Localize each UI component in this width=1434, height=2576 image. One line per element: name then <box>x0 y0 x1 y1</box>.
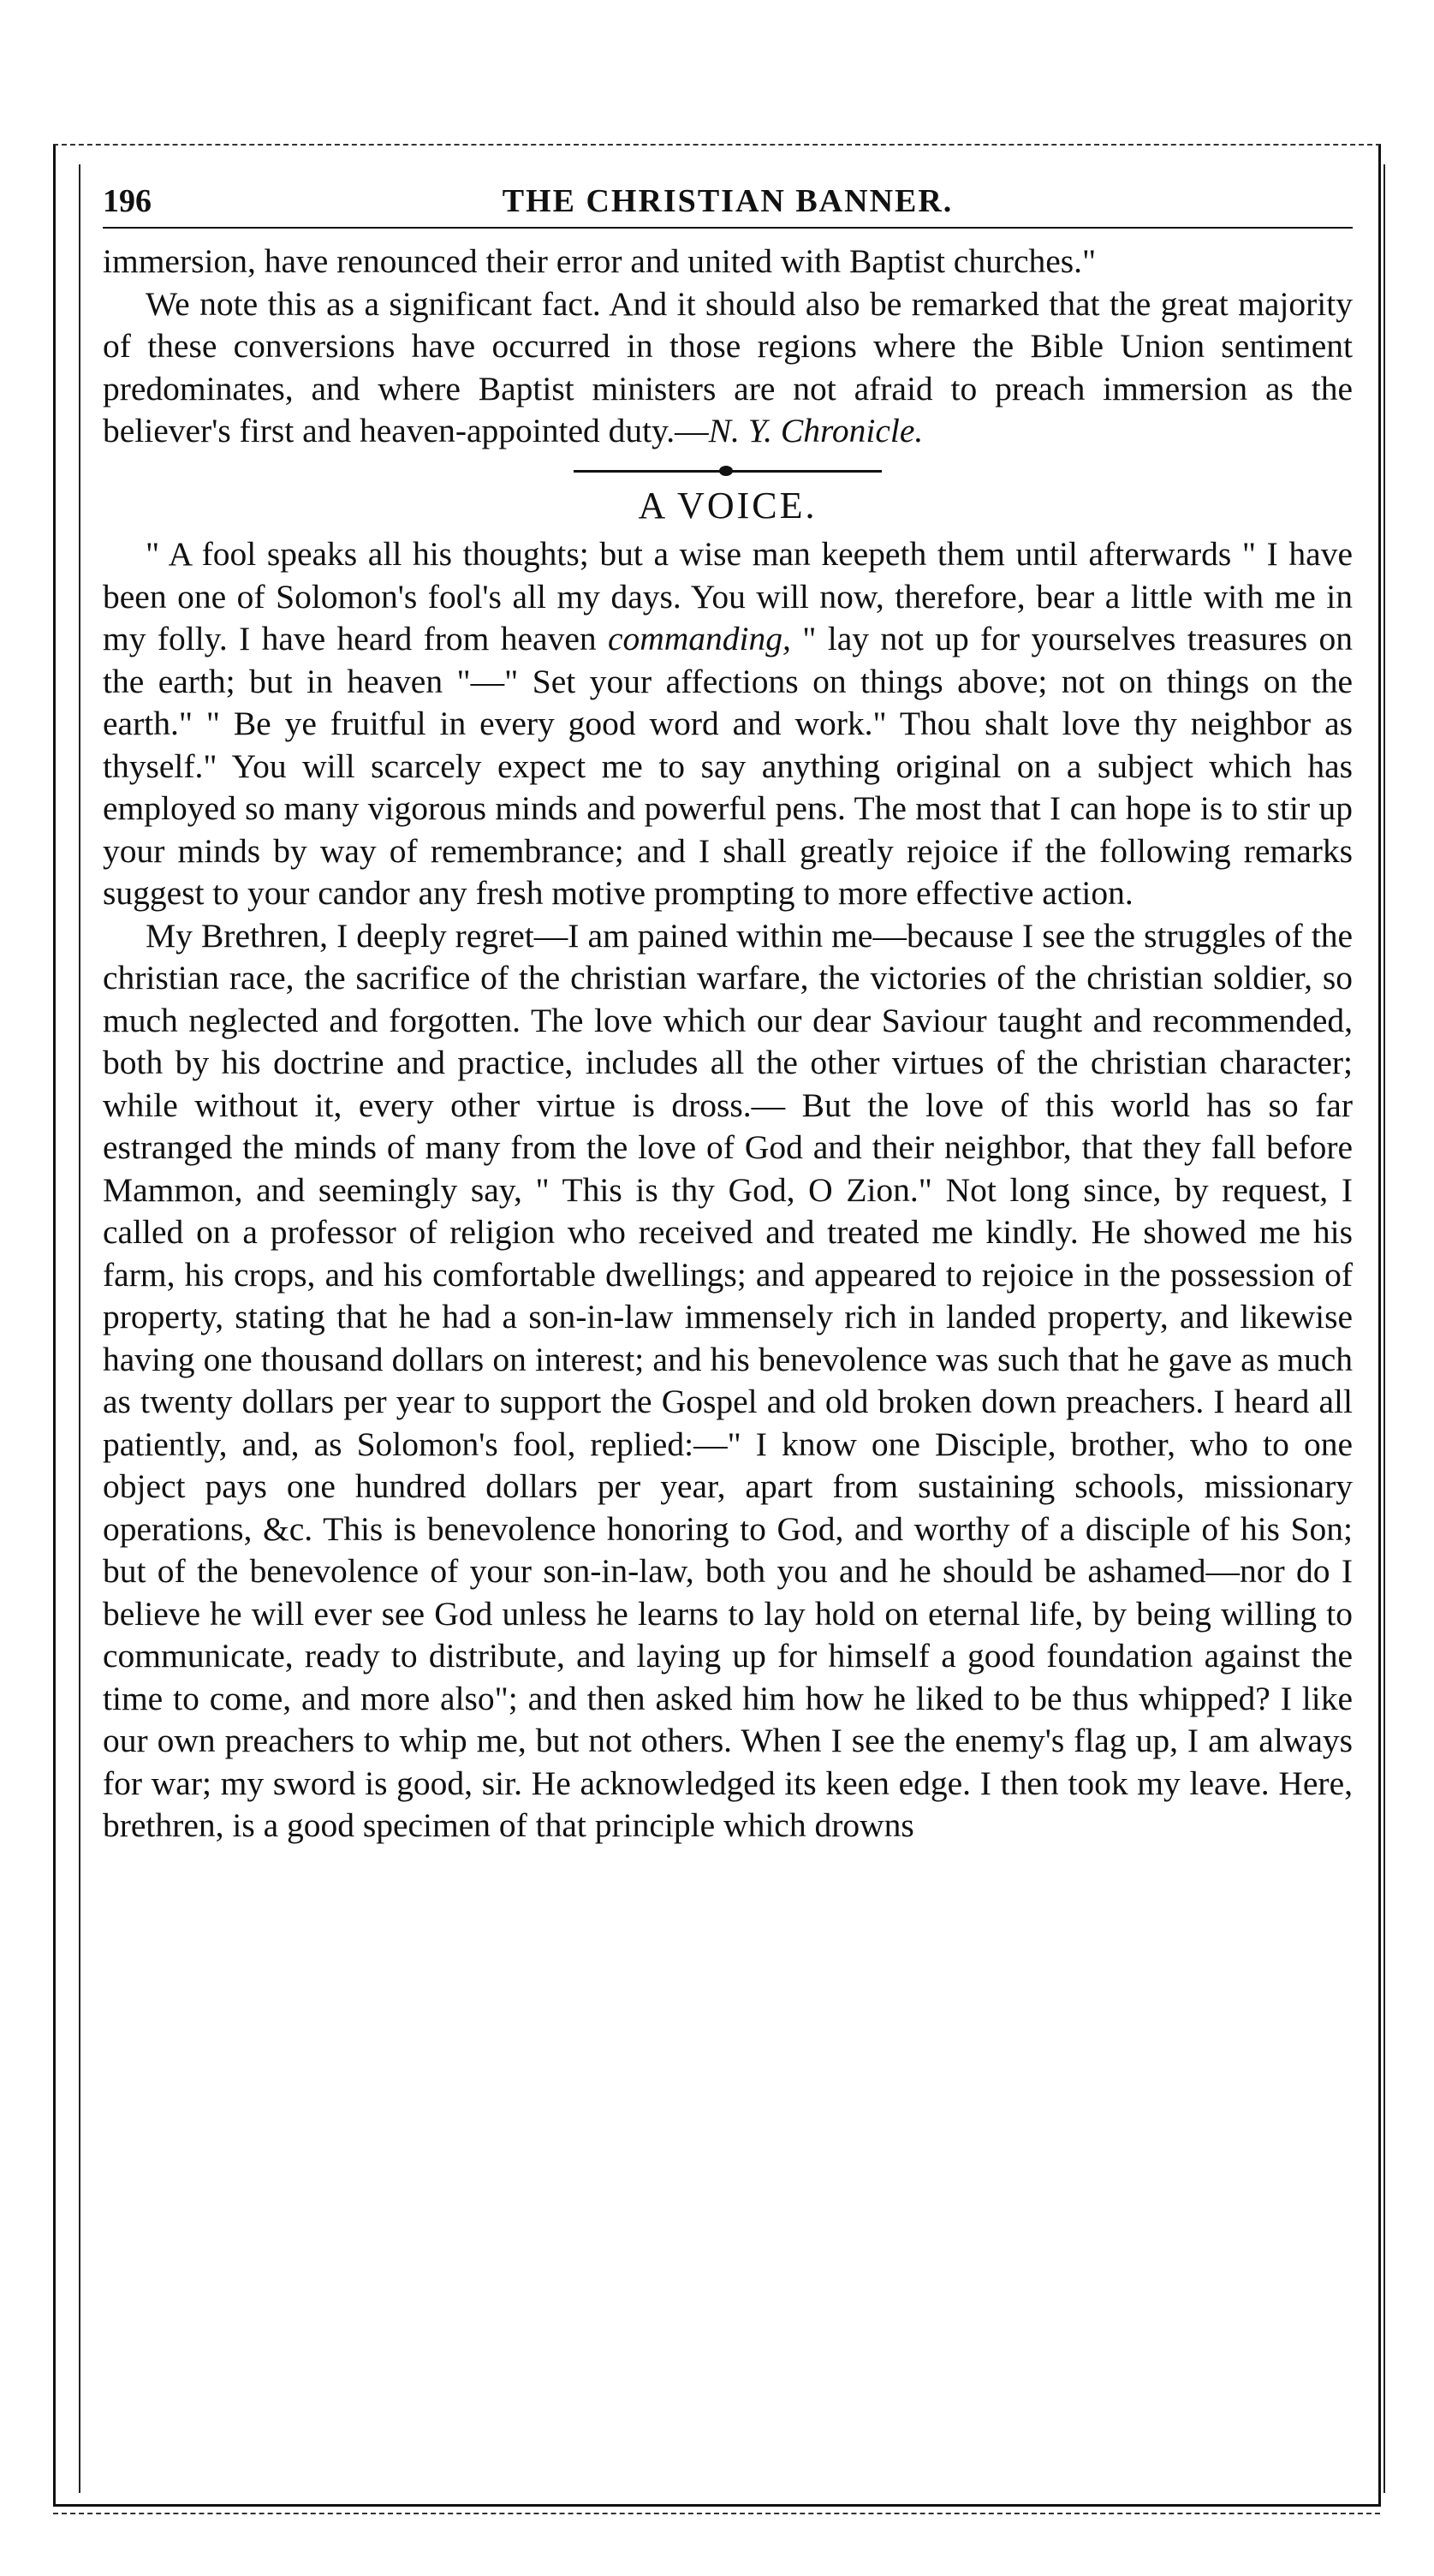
divider-ornament <box>719 466 733 476</box>
source-citation: N. Y. Chronicle. <box>708 412 924 449</box>
voice-paragraph-1 <box>103 533 1353 915</box>
voice-paragraph-1-a: " A fool speaks all his thoughts; but a wise man keepeth them until afterwards " I have been one of Solomon's fool's all my days. You will now, therefore, bear a little with me in my folly. I have heard from heaven <box>103 535 1353 657</box>
opening-paragraph-1: immersion, have renounced their error and united with Baptist churches." <box>103 242 1097 280</box>
voice-paragraph-1-emphasis: commanding, <box>607 620 791 657</box>
voice-paragraph-2: My Brethren, I deeply regret—I am pained within me—because I see the struggles of the christian race, the sacrifice of the christian warfare, the victories of the christian soldier, so much neglected and forgotten. The love which our dear Saviour taught and recommended, both by his doctrine and practice, includes all the other virtues of the christian character; while without it, every other virtue is dross.— But the love of this world has so far estranged the minds of many from the love of God and their neighbor, that they fall before Mammon, and seemingly say, " This is thy God, O Zion." Not long since, by request, I called on a professor of religion who received and treated me kindly. He showed me his farm, his crops, and his comfortable dwellings; and appeared to rejoice in the possession of property, stating that he had a son-in-law immensely rich in landed property, and likewise having one thousand dollars on interest; and his benevolence was such that he gave as much as twenty dollars per year to support the Gospel and old broken down preachers. I heard all patiently, and, as Solomon's fool, replied:—" I know one Disciple, brother, who to one object pays one hundred dollars per year, apart from sustaining schools, missionary operations, &c. This is benevolence honoring to God, and worthy of a disciple of his Son; but of the benevolence of your son-in-law, both you and he should be ashamed—nor do I believe he will ever see God unless he learns to lay hold on eternal life, by being willing to communicate, ready to distribute, and laying up for himself a good foundation against the time to come, and more also"; and then asked him how he liked to be thus whipped? I like our own preachers to whip me, but not others. When I see the enemy's flag up, I am always for war; my sword is good, sir. He acknowledged its keen edge. I then took my leave. Here, brethren, is a good specimen of that principle which drowns <box>103 916 1353 1844</box>
page-header <box>103 167 1353 229</box>
bottom-rule <box>53 2513 1380 2514</box>
voice-paragraph-1-b: " lay not up for yourselves treasures on the earth; but in heaven "—" Set your affections on things above; not on things on the earth." " Be ye fruitful in every good word and work." Thou shalt love thy neighbor as thyself." You will scarcely expect me to say anything original on a subject which has employed so many vigorous minds and powerful pens. The most that I can hope is to stir up your minds by way of remembrance; and I shall greatly rejoice if the following remarks suggest to your candor any fresh motive prompting to more effective action. <box>103 620 1353 912</box>
article-body <box>103 241 1353 1847</box>
opening-paragraph-2 <box>103 283 1353 453</box>
page <box>103 167 1353 1847</box>
opening-paragraph-2-text: We note this as a significant fact. And it should also be remarked that the great majority of these conversions have occurred in those regions where the Bible Union sentiment predominates, and where Baptist ministers are not afraid to preach immersion as the believer's first and heaven-appointed duty.— <box>103 284 1353 449</box>
section-divider <box>574 470 882 473</box>
page-number: 196 <box>103 183 152 219</box>
section-heading: A VOICE. <box>638 484 818 527</box>
running-title: THE CHRISTIAN BANNER. <box>502 183 954 219</box>
